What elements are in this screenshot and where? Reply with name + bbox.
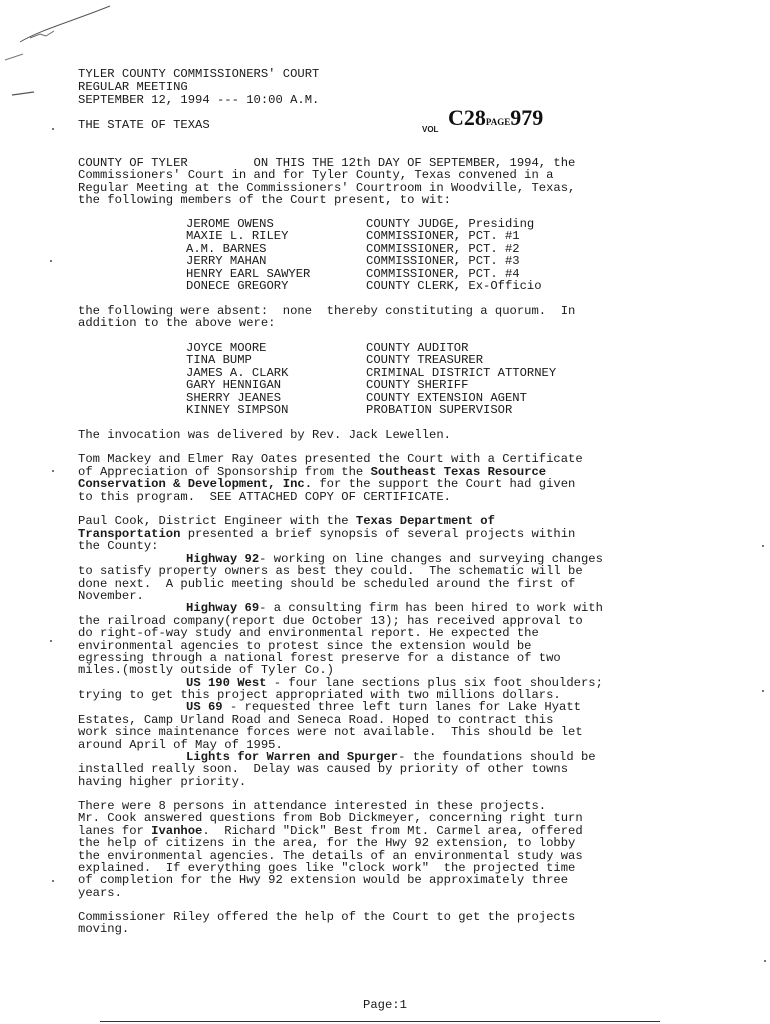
other-name: KINNEY SIMPSON — [186, 403, 289, 417]
member-name: HENRY EARL SAWYER — [186, 267, 311, 281]
member-title: COMMISSIONER, PCT. #3 — [366, 254, 520, 268]
hwy92-line-3: done next. A public meeting should be scheduled around the first of — [78, 577, 576, 591]
member-title: COMMISSIONER, PCT. #1 — [366, 229, 520, 243]
header-meeting-type: REGULAR MEETING — [78, 80, 188, 94]
other-title: COUNTY EXTENSION AGENT — [366, 391, 527, 405]
header-date-time: SEPTEMBER 12, 1994 --- 10:00 A.M. — [78, 93, 320, 107]
hwy69-line-6: miles.(mostly outside of Tyler Co.) — [78, 663, 334, 677]
member-title: COMMISSIONER, PCT. #2 — [366, 242, 520, 256]
lights-line-3: having higher priority. — [78, 775, 247, 789]
other-name: TINA BUMP — [186, 353, 252, 367]
hwy69-line-1: Highway 69- a consulting firm has been hired to work with — [186, 601, 603, 615]
txdot-line-1: Paul Cook, District Engineer with the Texas Department of — [78, 514, 495, 528]
agency-name-cont: Transportation — [78, 527, 181, 541]
place-name: Ivanhoe — [151, 824, 203, 838]
hwy92-line-4: November. — [78, 589, 144, 603]
lights-line-2: installed really soon. Delay was caused by priority of other towns — [78, 762, 569, 776]
other-title: COUNTY AUDITOR — [366, 341, 469, 355]
member-name: JERRY MAHAN — [186, 254, 267, 268]
intro-line-3: Regular Meeting at the Commissioners' Courtroom in Woodville, Texas, — [78, 181, 576, 195]
hwy92-line-2: to satisfy property owners as best they could. The schematic will be — [78, 564, 583, 578]
attendance-line-2: Mr. Cook answered questions from Bob Dickmeyer, concerning right turn — [78, 811, 583, 825]
scan-speck — [762, 690, 764, 692]
attendance-line-3: lanes for Ivanhoe. Richard "Dick" Best from Mt. Carmel area, offered — [78, 824, 583, 838]
hwy69-line-5: egressing through a national forest preserve for a distance of two — [78, 651, 561, 665]
other-title: CRIMINAL DISTRICT ATTORNEY — [366, 366, 557, 380]
volume-page-stamp — [448, 105, 544, 130]
certificate-line-4: to this program. SEE ATTACHED COPY OF CERTIFICATE. — [78, 490, 451, 504]
scan-speck — [52, 470, 54, 472]
volume-number: C28 — [448, 105, 486, 130]
certificate-line-2: of Appreciation of Sponsorship from the Southeast Texas Resource — [78, 465, 547, 479]
txdot-line-2: Transportation presented a brief synopsis of several projects within — [78, 527, 576, 541]
project-heading: Lights for Warren and Spurger — [186, 750, 399, 764]
project-heading: US 69 — [186, 700, 223, 714]
member-title: COUNTY JUDGE, Presiding — [366, 217, 535, 231]
us190-line-2: trying to get this project appropriated with two millions dollars. — [78, 688, 561, 702]
header-state: THE STATE OF TEXAS — [78, 118, 210, 132]
scan-speck — [52, 880, 54, 882]
attendance-line-5: the environmental agencies. The details of an environmental study was — [78, 849, 583, 863]
attendance-line-6: explained. If everything goes like "clock work" the projected time — [78, 861, 576, 875]
member-name: DONECE GREGORY — [186, 279, 289, 293]
member-title: COMMISSIONER, PCT. #4 — [366, 267, 520, 281]
scan-speck — [50, 260, 52, 262]
member-name: JEROME OWENS — [186, 217, 274, 231]
scan-speck — [762, 545, 764, 547]
project-heading: Highway 92 — [186, 552, 260, 566]
scan-speck — [52, 128, 54, 130]
lights-line-1: Lights for Warren and Spurger- the foundations should be — [186, 750, 596, 764]
bottom-edge-line — [100, 1021, 660, 1022]
invocation-paragraph: The invocation was delivered by Rev. Jack Lewellen. — [78, 428, 451, 442]
other-name: SHERRY JEANES — [186, 391, 282, 405]
attendance-line-7: of completion for the Hwy 92 extension would be approximately three — [78, 873, 569, 887]
certificate-line-3: Conservation & Development, Inc. for the support the Court had given — [78, 477, 576, 491]
intro-line-4: the following members of the Court present, to wit: — [78, 193, 451, 207]
intro-line-2: Commissioners' Court in and for Tyler County, Texas convened in a — [78, 168, 554, 182]
scan-speck — [764, 960, 766, 962]
certificate-line-1: Tom Mackey and Elmer Ray Oates presented the Court with a Certificate — [78, 452, 583, 466]
us69-line-4: around April of May of 1995. — [78, 738, 283, 752]
member-name: MAXIE L. RILEY — [186, 229, 289, 243]
us190-line-1: US 190 West - four lane sections plus six foot shoulders; — [186, 676, 603, 690]
closing-line-2: moving. — [78, 922, 130, 936]
scan-speck — [50, 640, 52, 642]
us69-line-2: Estates, Camp Urland Road and Seneca Road. Hoped to contract this — [78, 713, 554, 727]
hwy69-line-2: the railroad company(report due October 13); has received approval to — [78, 614, 583, 628]
page-label: PAGE — [485, 117, 511, 127]
organization-name-cont: Conservation & Development, Inc. — [78, 477, 313, 491]
hwy69-line-3: do right-of-way study and environmental report. He expected the — [78, 626, 539, 640]
us69-line-1: US 69 - requested three left turn lanes for Lake Hyatt — [186, 700, 581, 714]
volume-stamp-label: VOL — [422, 125, 439, 134]
hwy92-line-1: Highway 92- working on line changes and surveying changes — [186, 552, 603, 566]
other-title: COUNTY TREASURER — [366, 353, 484, 367]
other-title: PROBATION SUPERVISOR — [366, 403, 513, 417]
txdot-line-3: the County: — [78, 539, 159, 553]
agency-name: Texas Department of — [355, 514, 495, 528]
attendance-line-1: There were 8 persons in attendance interested in these projects. — [78, 799, 547, 813]
other-name: JAMES A. CLARK — [186, 366, 289, 380]
closing-line-1: Commissioner Riley offered the help of the Court to get the projects — [78, 910, 576, 924]
attendance-line-4: the help of citizens in the area, for the Hwy 92 extension, to lobby — [78, 836, 576, 850]
absent-line-2: addition to the above were: — [78, 316, 276, 330]
attendance-line-8: years. — [78, 886, 122, 900]
organization-name: Southeast Texas Resource — [370, 465, 547, 479]
member-name: A.M. BARNES — [186, 242, 267, 256]
absent-line-1: the following were absent: none thereby constituting a quorum. In — [78, 304, 576, 318]
header-court: TYLER COUNTY COMMISSIONERS' COURT — [78, 67, 320, 81]
project-heading: US 190 West — [186, 676, 267, 690]
page-number: Page:1 — [363, 998, 407, 1012]
other-name: JOYCE MOORE — [186, 341, 267, 355]
intro-line-1: COUNTY OF TYLER ON THIS THE 12th DAY OF SEPTEMBER, 1994, the — [78, 156, 576, 170]
us69-line-3: work since maintenance forces were not available. This should be let — [78, 725, 583, 739]
hwy69-line-4: environmental agencies to protest since the extension would be — [78, 639, 532, 653]
project-heading: Highway 69 — [186, 601, 260, 615]
member-title: COUNTY CLERK, Ex-Officio — [366, 279, 542, 293]
stamp-page-number: 979 — [510, 105, 544, 130]
other-title: COUNTY SHERIFF — [366, 378, 469, 392]
other-name: GARY HENNIGAN — [186, 378, 282, 392]
